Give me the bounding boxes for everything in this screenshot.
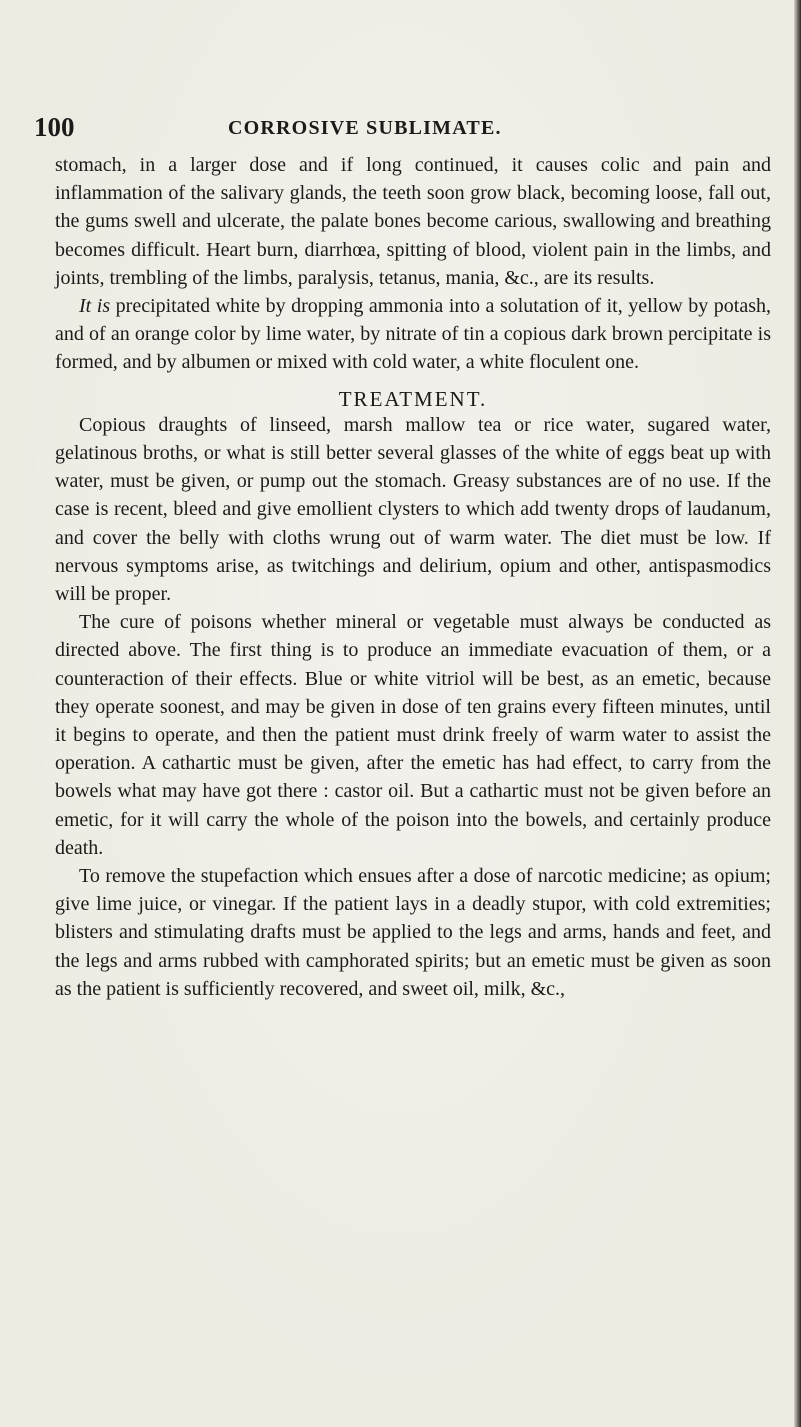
section-heading-treatment: TREATMENT. xyxy=(338,386,488,411)
paragraph-cure-of-poisons: The cure of poisons whether mineral or vegetable must always be conducted as directed above. The first thing is to produce an immediate evacuation of them, or a counteraction of their effects. Blue or white vitriol will be best, as an emetic, because they operate soonest, and may be given in dose of ten grains every fifteen minutes, until it begins to operate, and then the patient must drink freely of warm water to assist the operation. A cathartic must be given, after the emetic has had effect, to carry from the bowels what may have got there : castor oil. But a cathartic must not be given before an emetic, for it will carry the whole of the poison into the bowels, and certainly produce death. xyxy=(55,611,771,859)
paragraph-precipitation xyxy=(55,292,771,377)
paragraph-symptoms: stomach, in a larger dose and if long continued, it causes colic and pain and inflammation of the salivary glands, the teeth soon grow black, becoming loose, fall out, the gums swell and ulcerate, the palate bones become carious, swallowing and breathing becomes difficult. Heart burn, diarrhœa, spitting of blood, violent pain in the limbs, and joints, trembling of the limbs, paralysis, tetanus, mania, &c., are its results. xyxy=(55,154,771,289)
paragraph-precipitation-text: precipitated white by dropping ammonia into a solutation of it, yellow by potash, and of an orange color by lime water, by nitrate of tin a copious dark brown percipitate is formed, and by albumen or mixed with cold water, a white floculent one. xyxy=(55,295,771,374)
body-text xyxy=(55,151,771,1003)
page-header xyxy=(30,112,770,142)
page-number: 100 xyxy=(34,112,75,142)
running-title: CORROSIVE SUBLIMATE. xyxy=(228,117,502,139)
paragraph-treatment: Copious draughts of linseed, marsh mallow tea or rice water, sugared water, gelatinous broths, or what is still better several glasses of the white of eggs beat up with water, must be given, or pump out the stomach. Greasy substances are of no use. If the case is recent, bleed and give emollient clysters to which add twenty drops of laudanum, and cover the belly with cloths wrung out of warm water. The diet must be low. If nervous symptoms arise, as twitchings and delirium, opium and other, antispasmodics will be proper. xyxy=(55,413,771,606)
paragraph-lead-italic: It is xyxy=(79,295,111,318)
paragraph-stupefaction: To remove the stupefaction which ensues after a dose of narcotic medicine; as opium; give lime juice, or vinegar. If the patient lays in a deadly stupor, with cold extremities; blisters and stimulating drafts must be applied to the legs and arms, hands and feet, and the legs and arms rubbed with camphorated spirits; but an emetic must be given as soon as the patient is sufficiently recovered, and sweet oil, milk, &c., xyxy=(55,865,771,1000)
page-edge-shadow xyxy=(794,0,801,1427)
